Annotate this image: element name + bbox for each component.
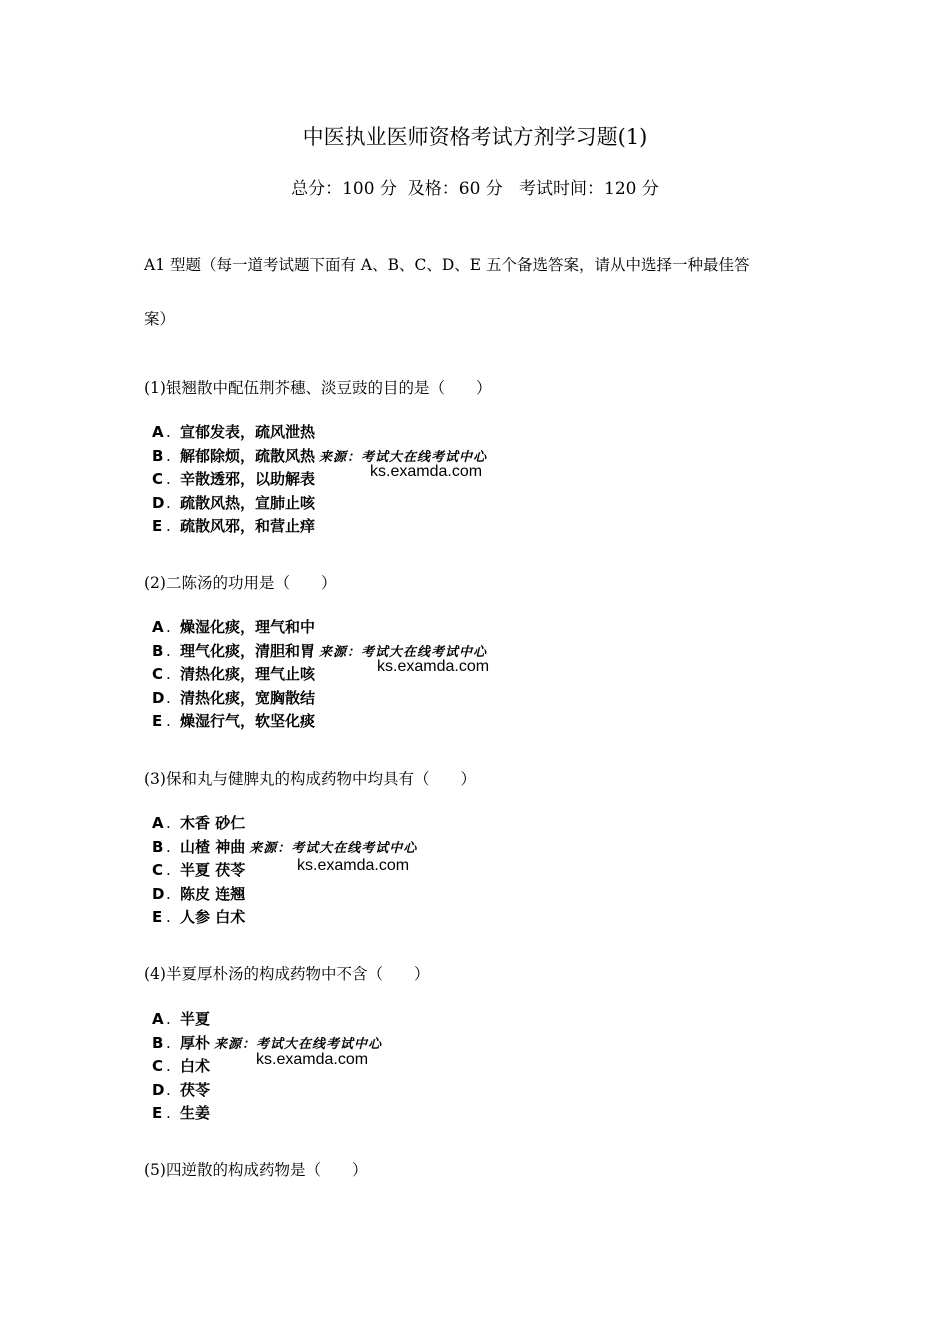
watermark-source: 来源：考试大在线考试中心	[319, 449, 488, 465]
option-b: B . 山楂 神曲 来源：考试大在线考试中心	[152, 836, 417, 860]
option-a: A . 燥湿化痰，理气和中	[152, 618, 316, 636]
option-text: 木香 砂仁	[180, 814, 246, 832]
watermark-url: ks.examda.com	[297, 857, 410, 874]
option-b: B . 解郁除烦，疏散风热 来源：考试大在线考试中心	[152, 445, 487, 469]
option-d: D . 茯苓	[152, 1080, 211, 1099]
exam-meta: 总分：100 分 及格：60 分 考试时间：120 分	[291, 179, 659, 199]
option-c: C . 清热化痰，理气止咳	[152, 665, 316, 683]
option-c: C . 白术	[152, 1057, 211, 1075]
option-text: 宣郁发表，疏风泄热	[180, 423, 316, 441]
watermark-source: 来源：考试大在线考试中心	[214, 1036, 383, 1052]
option-text: 理气化痰，清胆和胃	[180, 641, 316, 660]
option-a: A . 木香 砂仁	[152, 814, 246, 832]
question-3: (3)保和丸与健脾丸的构成药物中均具有（ ）	[144, 770, 476, 788]
option-b: B . 厚朴 来源：考试大在线考试中心	[152, 1032, 382, 1056]
option-text: 清热化痰，宽胸散结	[180, 688, 316, 707]
watermark-url: ks.examda.com	[256, 1051, 369, 1068]
option-text: 厚朴	[180, 1033, 211, 1052]
option-c: C . 半夏 茯苓	[152, 861, 246, 879]
option-e: E . 人参 白术	[152, 908, 246, 926]
option-text: 疏散风邪，和营止痒	[180, 517, 316, 535]
option-text: 人参 白术	[180, 908, 246, 926]
option-text: 解郁除烦，疏散风热	[180, 446, 316, 465]
option-text: 燥湿化痰，理气和中	[180, 618, 316, 636]
watermark-source: 来源：考试大在线考试中心	[249, 840, 418, 856]
question-2: (2)二陈汤的功用是（ ）	[144, 574, 337, 592]
option-text: 清热化痰，理气止咳	[180, 665, 316, 683]
option-a: A . 半夏	[152, 1010, 211, 1028]
option-text: 生姜	[180, 1104, 211, 1122]
question-4: (4)半夏厚朴汤的构成药物中不含（ ）	[144, 965, 430, 983]
option-d: D . 清热化痰，宽胸散结	[152, 688, 316, 707]
question-1: (1)银翘散中配伍荆芥穗、淡豆豉的目的是（ ）	[144, 379, 492, 397]
watermark-url: ks.examda.com	[370, 463, 483, 480]
option-text: 半夏 茯苓	[180, 861, 246, 879]
option-d: D . 疏散风热，宣肺止咳	[152, 493, 316, 512]
option-text: 山楂 神曲	[180, 837, 246, 856]
option-text: 陈皮 连翘	[180, 884, 246, 903]
question-5: (5)四逆散的构成药物是（ ）	[144, 1161, 368, 1179]
option-e: E . 生姜	[152, 1104, 211, 1122]
option-e: E . 疏散风邪，和营止痒	[152, 517, 316, 535]
option-text: 半夏	[180, 1010, 211, 1028]
option-text: 燥湿行气，软坚化痰	[180, 712, 316, 730]
option-text: 辛散透邪，以助解表	[180, 470, 316, 488]
option-b: B . 理气化痰，清胆和胃 来源：考试大在线考试中心	[152, 640, 487, 664]
watermark-url: ks.examda.com	[377, 658, 490, 675]
option-d: D . 陈皮 连翘	[152, 884, 246, 903]
document-title: 中医执业医师资格考试方剂学习题(1)	[302, 125, 648, 149]
option-text: 白术	[180, 1057, 211, 1075]
option-a: A . 宣郁发表，疏风泄热	[152, 423, 316, 441]
watermark-source: 来源：考试大在线考试中心	[319, 644, 488, 660]
section-instruction-line1: A1 型题（每一道考试题下面有 A、B、C、D、E 五个备选答案，请从中选择一种最佳答	[144, 256, 750, 274]
option-e: E . 燥湿行气，软坚化痰	[152, 712, 316, 730]
option-text: 疏散风热，宣肺止咳	[180, 493, 316, 512]
option-text: 茯苓	[180, 1080, 211, 1099]
section-instruction-line2: 案）	[144, 310, 176, 328]
option-c: C . 辛散透邪，以助解表	[152, 470, 316, 488]
